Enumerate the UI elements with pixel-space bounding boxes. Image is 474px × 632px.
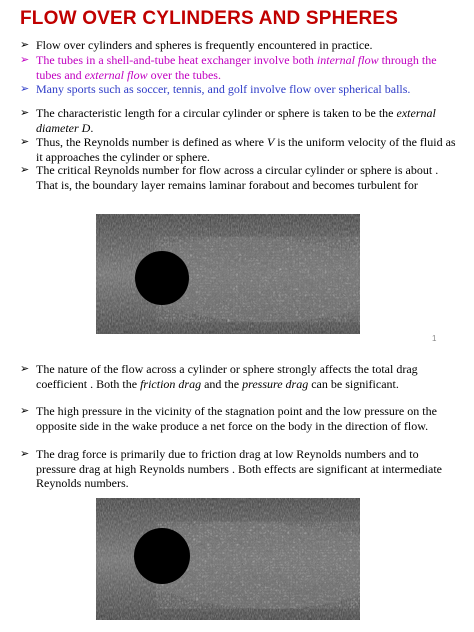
emphasis-text: internal flow xyxy=(316,53,379,67)
page-number: 1 xyxy=(432,334,437,343)
emphasis-text: friction drag xyxy=(140,376,202,391)
bullet-text: . xyxy=(90,120,94,135)
bullet-item xyxy=(20,163,456,192)
bullet-text: is the uniform velocity of the fluid as it approaches the cylinder or sphere. xyxy=(36,135,456,164)
bullet-text: over the tubes. xyxy=(147,67,221,82)
bullet-item xyxy=(20,82,456,97)
bullet-item xyxy=(20,447,448,491)
bullet-text: The nature of the flow across a cylinder or sphere strongly affects the total drag coefficient . Both the xyxy=(36,362,418,391)
bullet-text: The tubes in a shell-and-tube heat exchanger involve both xyxy=(36,53,317,67)
bullet-text: can be significant. xyxy=(308,376,399,391)
arrow-bullet-icon: ➢ xyxy=(20,82,30,95)
bullet-item xyxy=(20,362,448,391)
bullet-item xyxy=(20,135,456,164)
emphasis-text: pressure drag xyxy=(242,376,309,391)
bullet-text: The critical Reynolds number for flow across a circular cylinder or sphere is about . That is, the boundary layer remains laminar forabout and becomes turbulent for xyxy=(36,163,439,192)
arrow-bullet-icon: ➢ xyxy=(20,106,30,119)
bullet-item xyxy=(20,53,456,82)
emphasis-text: V xyxy=(266,135,275,149)
arrow-bullet-icon: ➢ xyxy=(20,362,30,375)
bullet-item xyxy=(20,404,448,433)
bullet-text: The high pressure in the vicinity of the stagnation point and the low pressure on the opposite side in the wake produce a net force on the body in the direction of flow. xyxy=(36,404,437,433)
bullet-text: Many sports such as soccer, tennis, and golf involve flow over spherical balls. xyxy=(36,82,411,96)
arrow-bullet-icon: ➢ xyxy=(20,447,30,460)
bullet-text: The characteristic length for a circular cylinder or sphere is taken to be the xyxy=(36,106,397,120)
arrow-bullet-icon: ➢ xyxy=(20,163,30,176)
cylinder-flow-image xyxy=(96,498,360,620)
bullet-text: The drag force is primarily due to friction drag at low Reynolds numbers and to pressure drag at high Reynolds numbers . Both effects are significant at intermediate Reynolds numbers. xyxy=(36,447,442,490)
bullet-text: and the xyxy=(201,376,243,391)
emphasis-text: external diameter D xyxy=(36,106,436,135)
bullet-text: through the tubes and xyxy=(36,53,437,82)
emphasis-text: external flow xyxy=(84,67,148,82)
arrow-bullet-icon: ➢ xyxy=(20,404,30,417)
arrow-bullet-icon: ➢ xyxy=(20,135,30,148)
bullet-text: Flow over cylinders and spheres is frequently encountered in practice. xyxy=(36,38,373,52)
bullet-text: Thus, the Reynolds number is defined as where xyxy=(36,135,267,149)
arrow-bullet-icon: ➢ xyxy=(20,38,30,51)
page-title: FLOW OVER CYLINDERS AND SPHERES xyxy=(20,8,399,29)
bullet-item xyxy=(20,106,456,135)
arrow-bullet-icon: ➢ xyxy=(20,53,30,66)
bullet-item xyxy=(20,38,456,53)
cylinder-flow-image xyxy=(96,214,360,334)
